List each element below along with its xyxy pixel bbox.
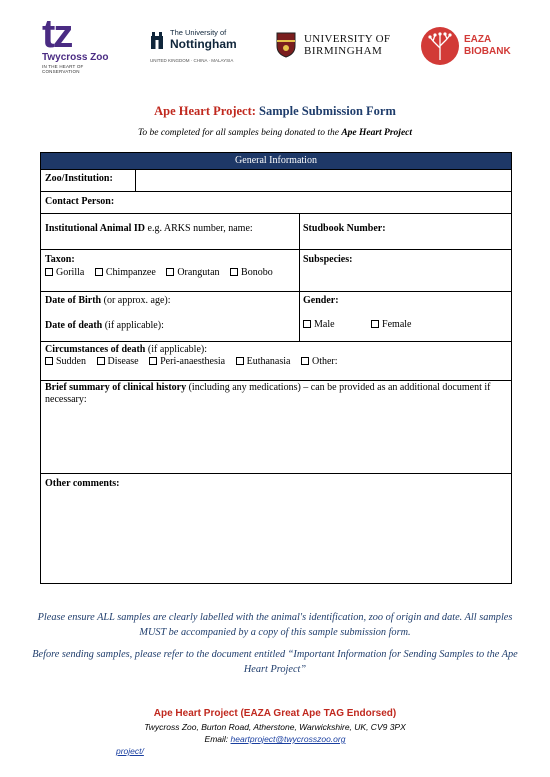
circ-option-euthanasia[interactable] — [236, 356, 291, 367]
studbook-number-label: Studbook Number: — [303, 223, 386, 234]
nottingham-logo — [150, 26, 262, 72]
subtitle-emphasis: Ape Heart Project — [341, 128, 413, 138]
eaza-biobank-logo — [420, 24, 512, 70]
dod-label-group — [45, 320, 164, 332]
checkbox-icon[interactable] — [97, 357, 105, 365]
option-label: Orangutan — [177, 267, 220, 278]
checkbox-icon[interactable] — [303, 320, 311, 328]
eaza-logo-line2: BIOBANK — [464, 46, 511, 57]
other-comments-field[interactable] — [45, 493, 507, 579]
taxon-label: Taxon: — [45, 254, 75, 265]
option-label: Male — [314, 319, 335, 330]
checkbox-icon[interactable] — [45, 357, 53, 365]
twycross-zoo-logo — [42, 12, 122, 78]
twycross-logo-name: Twycross Zoo — [42, 52, 109, 63]
circ-option-sudden[interactable] — [45, 356, 86, 367]
checkbox-icon[interactable] — [301, 357, 309, 365]
animal-id-label-group — [45, 223, 253, 235]
circ-option-other[interactable] — [301, 356, 338, 367]
page-title — [0, 104, 550, 119]
logo-bar — [40, 14, 512, 80]
option-label: Peri-anaesthesia — [160, 356, 226, 367]
footer-url-link[interactable]: project/ — [116, 746, 144, 756]
university-crest-icon — [150, 30, 164, 50]
title-form: Sample Submission Form — [255, 104, 396, 118]
labelling-note: Please ensure ALL samples are clearly labelled with the animal's identification, zoo of origin and date. All samples MUST be accompanied by a copy of this sample submission form. — [37, 612, 513, 638]
dob-hint: (or approx. age): — [101, 295, 171, 306]
circumstances-hint: (if applicable): — [145, 344, 208, 355]
dod-hint: (if applicable): — [102, 320, 164, 331]
checkbox-icon[interactable] — [95, 268, 103, 276]
circ-option-disease[interactable] — [97, 356, 139, 367]
form-section-header: General Information — [41, 153, 511, 169]
option-label: Chimpanzee — [105, 267, 156, 278]
page-subtitle — [0, 128, 550, 138]
taxon-option-orangutan[interactable] — [166, 267, 219, 278]
reference-note: Before sending samples, please refer to the document entitled “Important Information for Sending Samples to the Ape Heart Project” — [32, 649, 518, 675]
contact-person-label: Contact Person: — [45, 196, 115, 207]
animal-id-label: Institutional Animal ID — [45, 223, 146, 234]
birmingham-logo-line1: UNIVERSITY OF — [304, 33, 391, 45]
checkbox-icon[interactable] — [149, 357, 157, 365]
nottingham-logo-sub: UNITED KINGDOM · CHINA · MALAYSIA — [150, 58, 234, 63]
dod-label: Date of death — [45, 320, 103, 331]
subspecies-label: Subspecies: — [303, 254, 353, 265]
animal-id-hint: e.g. ARKS number, name: — [145, 223, 253, 234]
general-information-form — [40, 152, 512, 584]
gender-option-male[interactable] — [303, 319, 335, 330]
option-label: Disease — [107, 356, 139, 367]
checkbox-icon[interactable] — [45, 268, 53, 276]
taxon-option-gorilla[interactable] — [45, 267, 84, 278]
clinical-history-field[interactable] — [45, 409, 507, 469]
checkbox-icon[interactable] — [236, 357, 244, 365]
taxon-option-chimpanzee[interactable] — [95, 267, 156, 278]
subtitle-lead: To be completed for all samples being donated to the — [137, 128, 342, 138]
gender-options — [303, 319, 419, 331]
dob-label-group — [45, 295, 171, 307]
footer-address: Twycross Zoo, Burton Road, Atherstone, Warwickshire, UK, CV9 3PX — [144, 722, 406, 732]
option-label: Euthanasia — [246, 356, 291, 367]
option-label: Sudden — [56, 356, 86, 367]
tree-circle-icon — [420, 26, 460, 66]
checkbox-icon[interactable] — [371, 320, 379, 328]
zoo-institution-label: Zoo/Institution: — [45, 173, 113, 184]
option-label: Other: — [311, 356, 338, 367]
circumstances-label: Circumstances of death — [45, 344, 146, 355]
footer-email-line — [0, 734, 550, 744]
checkbox-icon[interactable] — [230, 268, 238, 276]
birmingham-logo — [276, 30, 391, 64]
footer-title: Ape Heart Project (EAZA Great Ape TAG Endorsed) — [153, 708, 397, 719]
footer-link-fragment — [116, 746, 144, 756]
circumstances-options — [45, 356, 338, 368]
taxon-options — [45, 267, 273, 279]
taxon-option-bonobo[interactable] — [230, 267, 273, 278]
dob-label: Date of Birth — [45, 295, 102, 306]
university-shield-icon — [276, 32, 296, 58]
twycross-logo-mark: tz — [42, 12, 72, 56]
option-label: Female — [382, 319, 412, 330]
circ-option-peri-anaesthesia[interactable] — [149, 356, 225, 367]
clinical-history-hint: (including any medications) – can be provided as an additional document if necessary: — [45, 382, 491, 405]
nottingham-logo-line1: The University of — [170, 28, 227, 37]
gender-label: Gender: — [303, 295, 339, 306]
option-label: Gorilla — [56, 267, 85, 278]
other-comments-label: Other comments: — [45, 478, 120, 489]
title-project: Ape Heart Project: — [154, 104, 256, 118]
eaza-logo-line1: EAZA — [464, 34, 492, 45]
footer-email-label: Email: — [204, 734, 231, 744]
circumstances-label-group — [45, 344, 207, 356]
nottingham-logo-line2: Nottingham — [170, 37, 237, 51]
twycross-logo-tagline: IN THE HEART OF CONSERVATION — [42, 64, 84, 74]
checkbox-icon[interactable] — [166, 268, 174, 276]
contact-person-field[interactable] — [141, 192, 509, 212]
birmingham-logo-line2: BIRMINGHAM — [304, 45, 383, 57]
option-label: Bonobo — [241, 267, 273, 278]
clinical-history-label: Brief summary of clinical history — [45, 382, 187, 393]
zoo-institution-field[interactable] — [137, 170, 509, 190]
footer-email-link[interactable]: heartproject@twycrosszoo.org — [230, 734, 346, 744]
clinical-history-label-group — [45, 382, 507, 406]
gender-option-female[interactable] — [371, 319, 411, 330]
